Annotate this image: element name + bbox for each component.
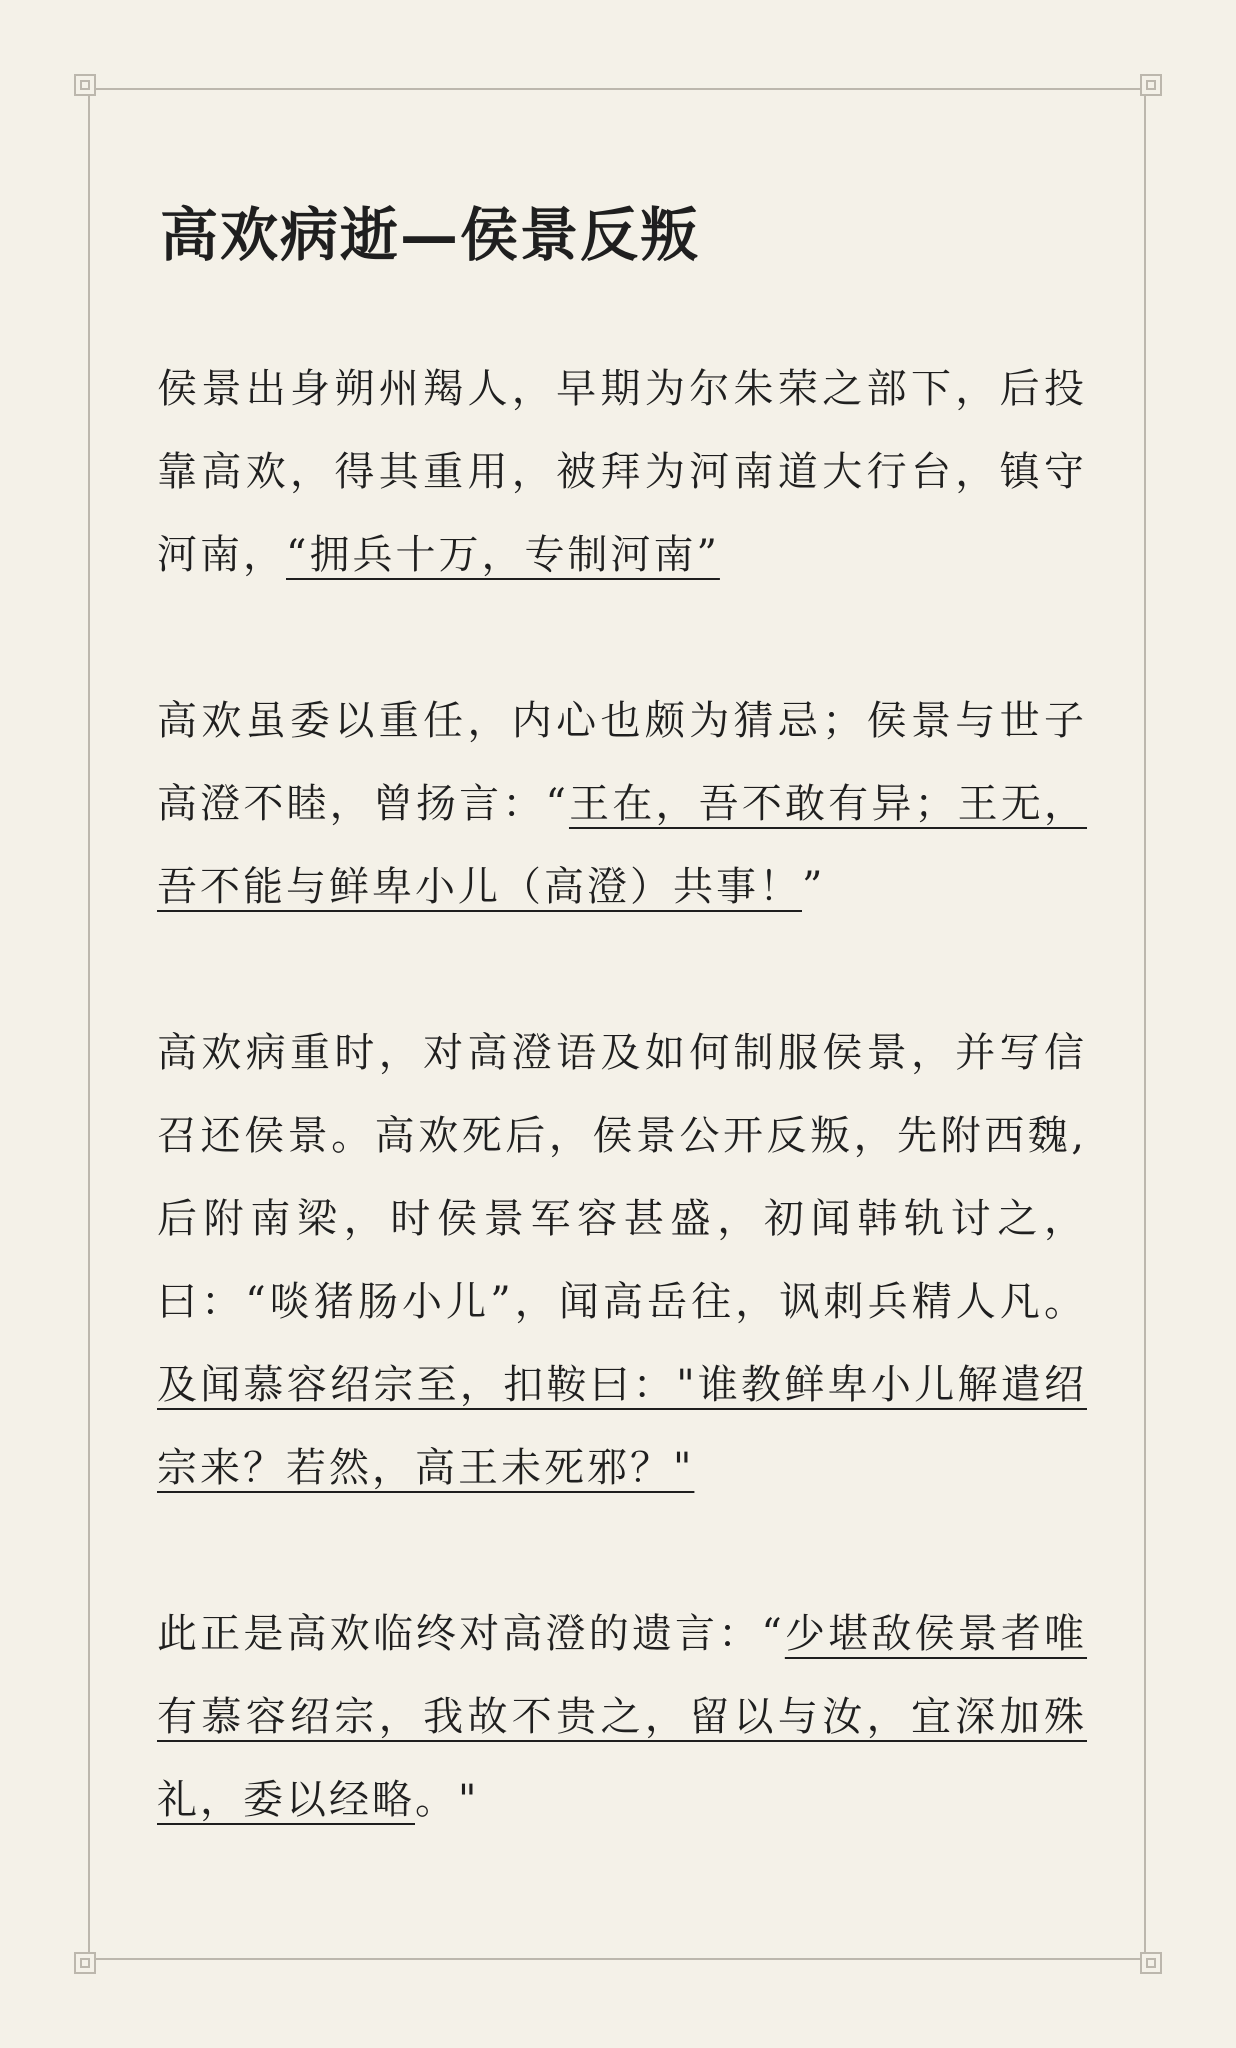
paragraph-2-text: 高欢虽委以重任，内心也颇为猜忌；侯景与世子高澄不睦，曾扬言：“ — [157, 698, 1087, 827]
paragraph-1 — [157, 348, 1087, 597]
corner-ornament-bottom-right — [1140, 1952, 1162, 1974]
paragraph-3-quote: 及闻慕容绍宗至，扣鞍曰："谁教鲜卑小儿解遣绍宗来？若然，高王未死邪？" — [157, 1362, 1087, 1491]
corner-ornament-bottom-left — [74, 1952, 96, 1974]
paragraph-4-text: 此正是高欢临终对高澄的遗言：“ — [157, 1611, 785, 1657]
paragraph-3 — [157, 1012, 1087, 1510]
article-body — [157, 348, 1087, 1925]
paragraph-2-end: ” — [802, 864, 826, 910]
paragraph-2-quote: 王在，吾不敢有异；王无，吾不能与鲜卑小儿（高澄）共事！ — [157, 781, 1088, 910]
paragraph-4-quote: 少堪敌侯景者唯有慕容绍宗，我故不贵之，留以与汝，宜深加殊礼，委以经略 — [157, 1611, 1088, 1823]
paragraph-4-end: 。" — [415, 1777, 480, 1823]
paragraph-2 — [157, 680, 1087, 929]
paragraph-3-text: 高欢病重时，对高澄语及如何制服侯景，并写信召还侯景。高欢死后，侯景公开反叛，先附西魏,后附南梁，时侯景军容甚盛，初闻韩轨讨之，曰：“啖猪肠小儿”，闻高岳往，讽刺兵精人凡。 — [157, 1030, 1087, 1325]
corner-ornament-top-right — [1140, 74, 1162, 96]
page-title: 高欢病逝—侯景反叛 — [160, 201, 701, 269]
paragraph-4 — [157, 1593, 1087, 1842]
paragraph-1-quote: “拥兵十万，专制河南” — [286, 532, 720, 578]
corner-ornament-top-left — [74, 74, 96, 96]
paragraph-1-text: 侯景出身朔州羯人，早期为尔朱荣之部下，后投靠高欢，得其重用，被拜为河南道大行台，镇守河南， — [157, 366, 1087, 578]
